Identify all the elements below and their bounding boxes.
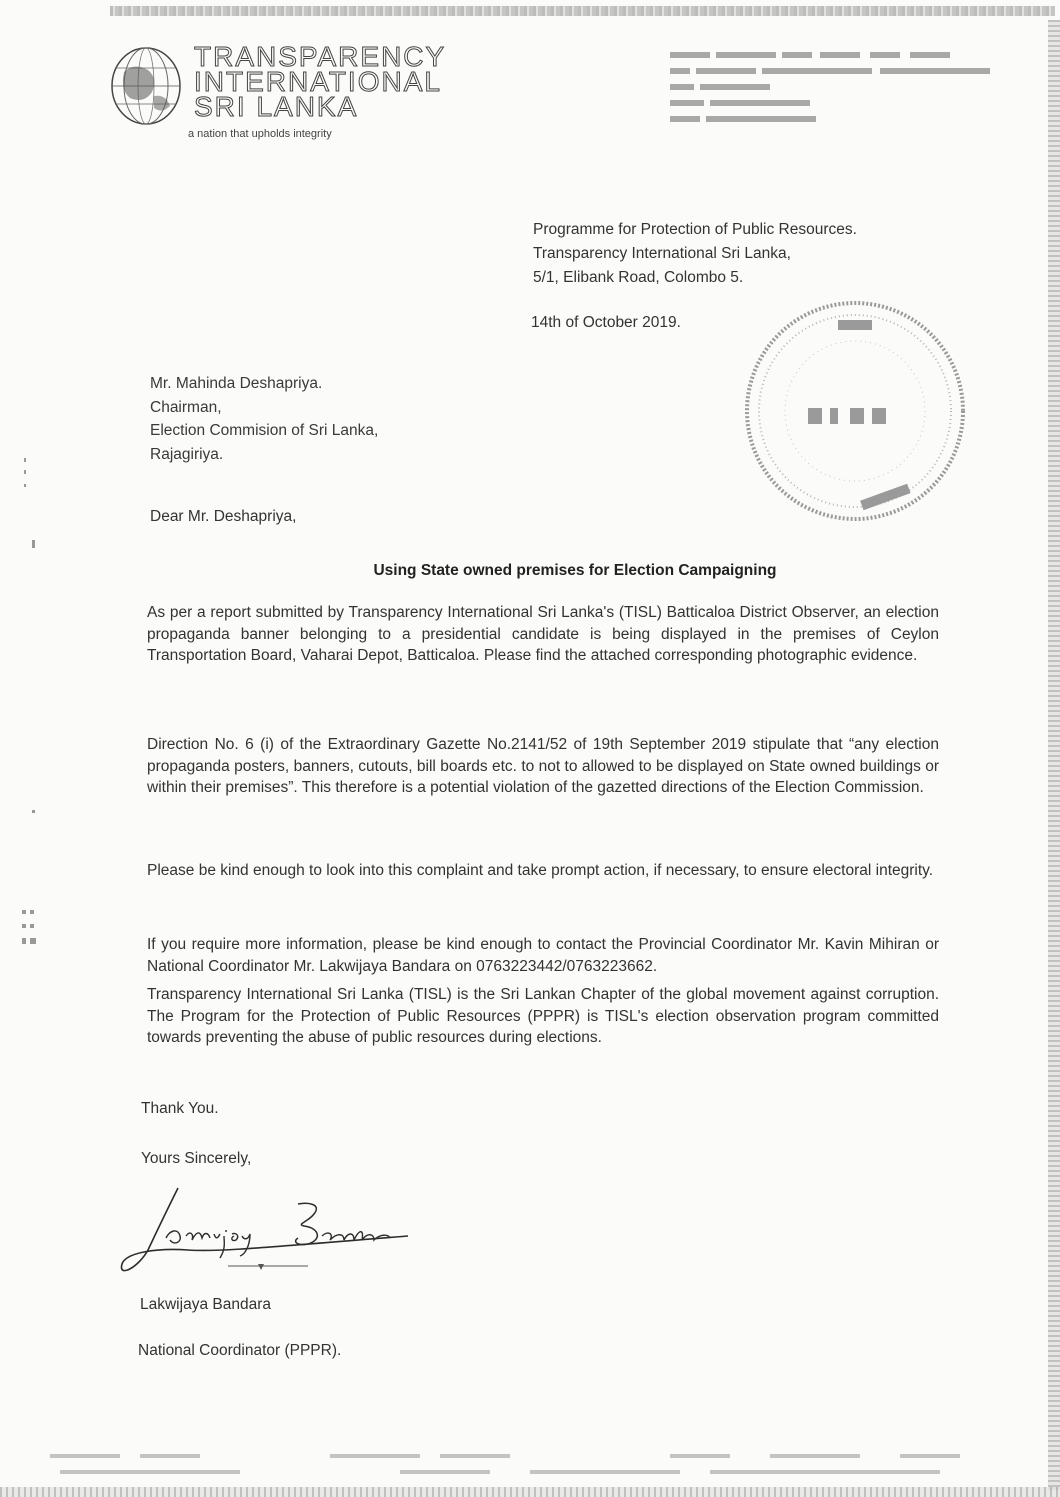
- signer-name: Lakwijaya Bandara: [140, 1296, 271, 1313]
- body-paragraph-1: As per a report submitted by Transparency International Sri Lanka's (TISL) Batticaloa District Observer, an election propaganda banner belonging to a presidential candidate is being displayed in the premises of Ceylon Transportation Board, Vaharai Depot, Batticaloa. Please find the attached corresponding photographic evidence.: [147, 604, 939, 664]
- recipient-organization: Election Commision of Sri Lanka,: [150, 422, 379, 439]
- received-stamp: [740, 296, 970, 526]
- org-name-line2: INTERNATIONAL: [194, 66, 442, 97]
- sender-organization: Transparency International Sri Lanka,: [533, 245, 791, 262]
- letterhead-logo: [108, 40, 468, 150]
- globe-logo-icon: [108, 42, 190, 132]
- body-paragraph-3: Please be kind enough to look into this complaint and take prompt action, if necessary, to ensure electoral integrity.: [147, 862, 934, 879]
- body-paragraph-4: If you require more information, please be kind enough to contact the Provincial Coordinator Mr. Kavin Mihiran or National Coordinator Mr. Lakwijaya Bandara on 0763223442/0763223662.: [147, 936, 939, 975]
- closing-line: Yours Sincerely,: [141, 1150, 252, 1167]
- subject-text: Using State owned premises for Election Campaigning: [373, 562, 777, 579]
- recipient-title: Chairman,: [150, 398, 222, 416]
- letter-date: 14th of October 2019.: [531, 314, 681, 331]
- salutation: Dear Mr. Deshapriya,: [150, 508, 297, 525]
- scan-edge-bottom: [0, 1487, 1060, 1497]
- sender-street: 5/1, Elibank Road, Colombo 5.: [533, 269, 744, 286]
- margin-scan-marks: [18, 440, 48, 1000]
- org-tagline: a nation that upholds integrity: [188, 128, 332, 140]
- scan-edge-top: [110, 6, 1055, 16]
- footer-scan-noise: [30, 1446, 1030, 1486]
- org-wordmark: [194, 41, 474, 122]
- body-paragraph-5: Transparency International Sri Lanka (TISL) is the Sri Lankan Chapter of the global movement against corruption. The Program for the Protection of Public Resources (PPPR) is TISL's election observation program committed towards preventing the abuse of public resources during elections.: [147, 986, 939, 1046]
- subject-line: [0, 562, 1060, 580]
- handwritten-signature: [108, 1178, 428, 1288]
- recipient-location: Rajagiriya.: [150, 445, 224, 463]
- org-name-line1: TRANSPARENCY: [194, 41, 447, 72]
- recipient-name: Mr. Mahinda Deshapriya.: [150, 375, 323, 392]
- body-paragraph-2: Direction No. 6 (i) of the Extraordinary Gazette No.2141/52 of 19th September 2019 stipulate that “any election propaganda posters, banners, cutouts, bill boards etc. to not to allowed to be displayed on State owned buildings or within their premises”. This therefore is a potential violation of the gazetted directions of the Election Commission.: [147, 736, 939, 796]
- thanks-line: Thank You.: [141, 1100, 219, 1117]
- recipient-address: [150, 372, 378, 466]
- org-name-line3: SRI LANKA: [194, 91, 359, 122]
- sender-address: [533, 218, 953, 290]
- signer-title: National Coordinator (PPPR).: [138, 1342, 342, 1359]
- sender-programme: Programme for Protection of Public Resources.: [533, 221, 857, 238]
- scan-edge-right: [1048, 20, 1060, 1490]
- letterhead-contact-block: [670, 48, 1000, 143]
